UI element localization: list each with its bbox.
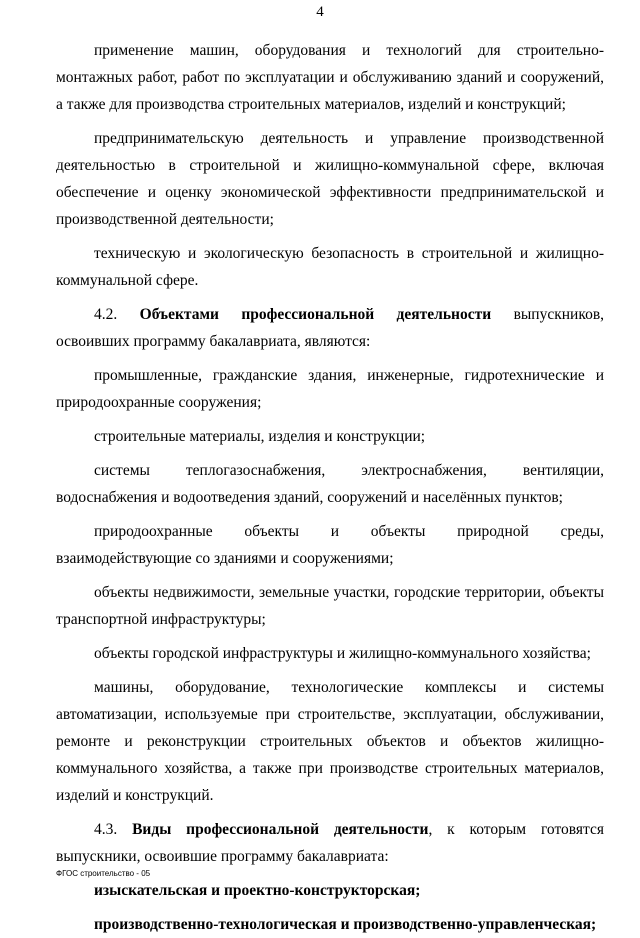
list-item-survey-design: изыскательская и проектно-конструкторская; <box>94 882 421 899</box>
list-item-materials: строительные материалы, изделия и конструкции; <box>94 428 426 445</box>
page-footer: ФГОС строительство - 05 <box>56 869 151 878</box>
paragraph-safety: техническую и экологическую безопасность в строительной и жилищно-коммунальной сфере. <box>56 245 604 289</box>
list-item-systems: системы теплогазоснабжения, электроснабжения, вентиляции, водоснабжения и водоотведения зданий, сооружений и населённых пунктов; <box>56 462 604 506</box>
section-heading-objects: Объектами профессиональной деятельности <box>139 306 492 323</box>
section-text: выпускников, освоивших программу бакалавриата, являются: <box>56 306 605 350</box>
list-item-infrastructure: объекты городской инфраструктуры и жилищно-коммунального хозяйства; <box>94 645 591 662</box>
paragraph-machines-application: применение машин, оборудования и технологий для строительно-монтажных работ, работ по эксплуатации и обслуживанию зданий и сооружений, а также для производства строительных материалов, изделий и конструкций; <box>56 42 604 113</box>
page-number: 4 <box>316 4 324 20</box>
section-heading-activity-types: Виды профессиональной деятельности <box>132 821 429 838</box>
paragraph-business-activity: предпринимательскую деятельность и управление производственной деятельностью в строительной и жилищно-коммунальной сфере, включая обеспечение и оценку экономической эффективности предпринимательской и производственной деятельности; <box>56 130 604 228</box>
list-item-buildings: промышленные, гражданские здания, инженерные, гидротехнические и природоохранные сооружения; <box>56 367 604 411</box>
list-item-production-management: производственно-технологическая и производственно-управленческая; <box>94 916 597 933</box>
section-4-3 <box>56 816 604 870</box>
section-4-2 <box>56 301 604 355</box>
list-item-machines: машины, оборудование, технологические комплексы и системы автоматизации, используемые при строительстве, эксплуатации, обслуживании, ремонте и реконструкции строительных объектов и объектов жилищно-коммунального хозяйства, а также при производстве строительных материалов, изделий и конструкций. <box>56 679 604 804</box>
section-text: , к которым готовятся выпускники, освоившие программу бакалавриата: <box>56 821 604 865</box>
list-item-real-estate: объекты недвижимости, земельные участки, городские территории, объекты транспортной инфраструктуры; <box>56 584 604 628</box>
list-item-nature-objects: природоохранные объекты и объекты природной среды, взаимодействующие со зданиями и сооружениями; <box>56 523 604 567</box>
section-number: 4.2. <box>94 306 118 323</box>
section-number: 4.3. <box>94 821 118 838</box>
document-body <box>56 37 604 938</box>
